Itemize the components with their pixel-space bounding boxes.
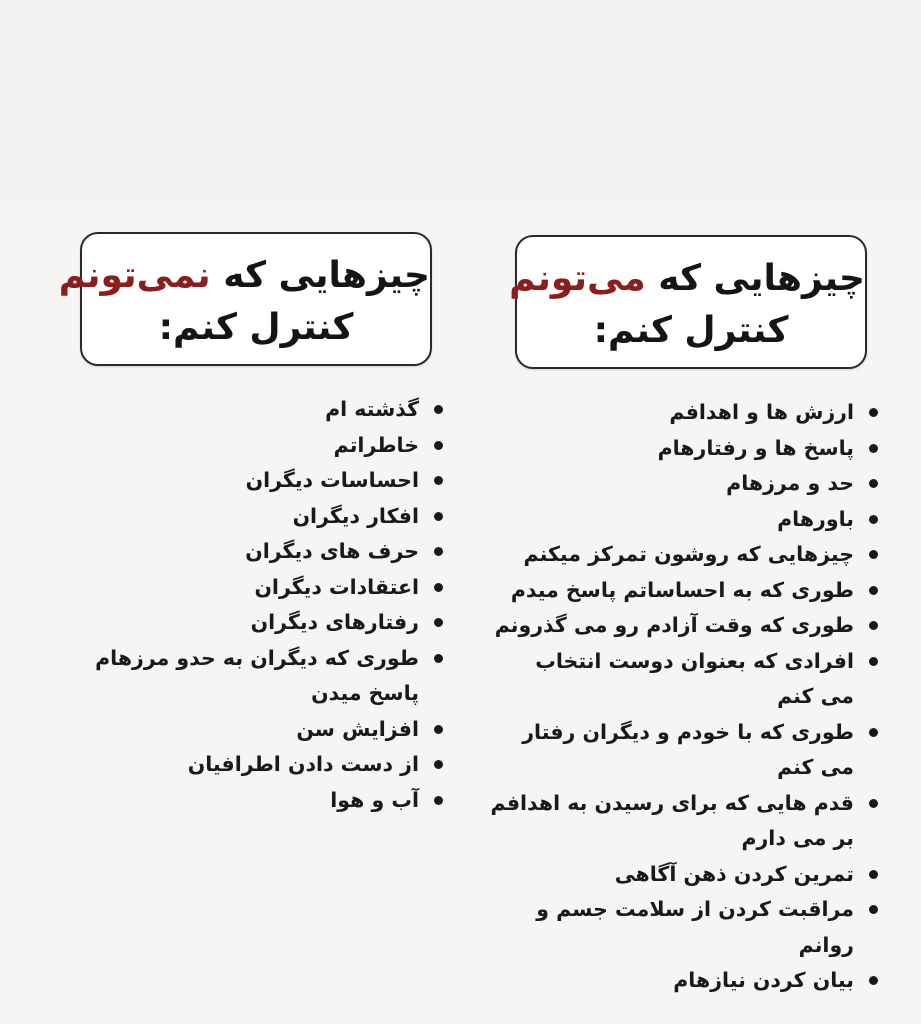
list-item xyxy=(60,747,443,783)
cannot-control-title-prefix: چیزهایی که xyxy=(210,255,430,296)
list-item-text: طوری که وقت آزادم رو می گذرونم xyxy=(494,613,854,637)
list-item xyxy=(460,715,878,751)
bullet-icon xyxy=(434,405,443,414)
list-item-text: قدم هایی که برای رسیدن به اهدافم xyxy=(490,790,854,815)
list-item-text: رفتارهای دیگران xyxy=(250,610,419,634)
list-item-text: باورهام xyxy=(777,506,854,531)
bullet-icon xyxy=(869,799,878,808)
can-control-title-prefix: چیزهایی که xyxy=(645,258,865,299)
list-item xyxy=(60,428,443,464)
list-item-text: از دست دادن اطرافیان xyxy=(187,752,419,776)
list-item-text: مراقبت کردن از سلامت جسم و xyxy=(536,897,854,921)
can-control-list xyxy=(460,395,878,999)
list-item xyxy=(460,395,878,431)
bullet-icon xyxy=(434,441,443,450)
bullet-icon xyxy=(869,976,878,985)
bullet-icon xyxy=(434,583,443,592)
bullet-icon xyxy=(869,905,878,914)
list-item-text: می کنم xyxy=(777,684,854,708)
can-control-subtitle: کنترل کنم: xyxy=(593,310,789,351)
list-item-text: افکار دیگران xyxy=(292,503,419,528)
list-item-text: چیزهایی که روشون تمرکز میکنم xyxy=(523,542,854,566)
bullet-icon xyxy=(869,479,878,488)
list-item-text: ارزش ها و اهدافم xyxy=(669,400,854,424)
list-item xyxy=(460,431,878,467)
bullet-icon xyxy=(869,657,878,666)
cannot-control-header-box xyxy=(58,232,432,366)
list-item xyxy=(60,605,443,641)
list-item xyxy=(460,786,878,822)
cannot-control-list xyxy=(60,392,443,818)
list-item-text: افزایش سن xyxy=(296,716,419,741)
bullet-icon xyxy=(869,444,878,453)
bullet-icon xyxy=(869,408,878,417)
list-item-text: گذشته ام xyxy=(325,397,419,421)
list-item-text: خاطراتم xyxy=(333,432,419,457)
list-item xyxy=(460,857,878,893)
list-item xyxy=(460,963,878,999)
list-item xyxy=(460,644,878,680)
list-item-continuation xyxy=(460,821,878,857)
list-item-text: طوری که به احساساتم پاسخ میدم xyxy=(510,577,854,602)
bullet-icon xyxy=(869,586,878,595)
list-item-text: آب و هوا xyxy=(330,787,419,812)
bullet-icon xyxy=(869,870,878,879)
list-item xyxy=(60,392,443,428)
list-item-continuation xyxy=(460,679,878,715)
list-item-text: طوری که با خودم و دیگران رفتار xyxy=(522,719,854,744)
bullet-icon xyxy=(869,728,878,737)
bullet-icon xyxy=(869,550,878,559)
list-item xyxy=(60,783,443,819)
list-item xyxy=(460,502,878,538)
can-control-title-accent: می‌تونم xyxy=(509,258,646,299)
list-item xyxy=(460,608,878,644)
list-item-text: اعتقادات دیگران xyxy=(254,574,419,599)
list-item xyxy=(60,534,443,570)
cannot-control-title xyxy=(58,255,430,296)
list-item-text: بر می دارم xyxy=(741,826,854,850)
list-item-text: پاسخ میدن xyxy=(311,681,419,705)
list-item xyxy=(60,499,443,535)
list-item-text: روانم xyxy=(798,932,854,957)
list-item xyxy=(460,892,878,928)
page-top-band xyxy=(0,0,921,200)
list-item-text: بیان کردن نیازهام xyxy=(673,968,854,992)
bullet-icon xyxy=(869,515,878,524)
list-item xyxy=(60,641,443,677)
bullet-icon xyxy=(869,621,878,630)
list-item-text: حد و مرزهام xyxy=(726,471,854,495)
can-control-header-box xyxy=(509,235,867,369)
list-item-continuation xyxy=(60,676,443,712)
list-item xyxy=(460,466,878,502)
list-item-continuation xyxy=(460,750,878,786)
bullet-icon xyxy=(434,796,443,805)
list-item xyxy=(60,570,443,606)
list-item xyxy=(460,537,878,573)
cannot-control-subtitle: کنترل کنم: xyxy=(158,307,354,348)
list-item-continuation xyxy=(460,928,878,964)
list-item-text: احساسات دیگران xyxy=(245,468,419,492)
bullet-icon xyxy=(434,618,443,627)
bullet-icon xyxy=(434,760,443,769)
bullet-icon xyxy=(434,476,443,485)
bullet-icon xyxy=(434,654,443,663)
bullet-icon xyxy=(434,512,443,521)
list-item-text: طوری که دیگران به حدو مرزهام xyxy=(95,645,419,670)
list-item-text: پاسخ ها و رفتارهام xyxy=(657,435,854,460)
list-item-text: افرادی که بعنوان دوست انتخاب xyxy=(535,648,854,673)
can-control-title xyxy=(509,258,865,299)
list-item xyxy=(60,463,443,499)
list-item xyxy=(60,712,443,748)
bullet-icon xyxy=(434,547,443,556)
bullet-icon xyxy=(434,725,443,734)
list-item-text: می کنم xyxy=(777,755,854,779)
cannot-control-title-accent: نمی‌تونم xyxy=(58,255,211,296)
list-item-text: حرف های دیگران xyxy=(245,539,419,563)
list-item-text: تمرین کردن ذهن آگاهی xyxy=(614,861,854,886)
list-item xyxy=(460,573,878,609)
